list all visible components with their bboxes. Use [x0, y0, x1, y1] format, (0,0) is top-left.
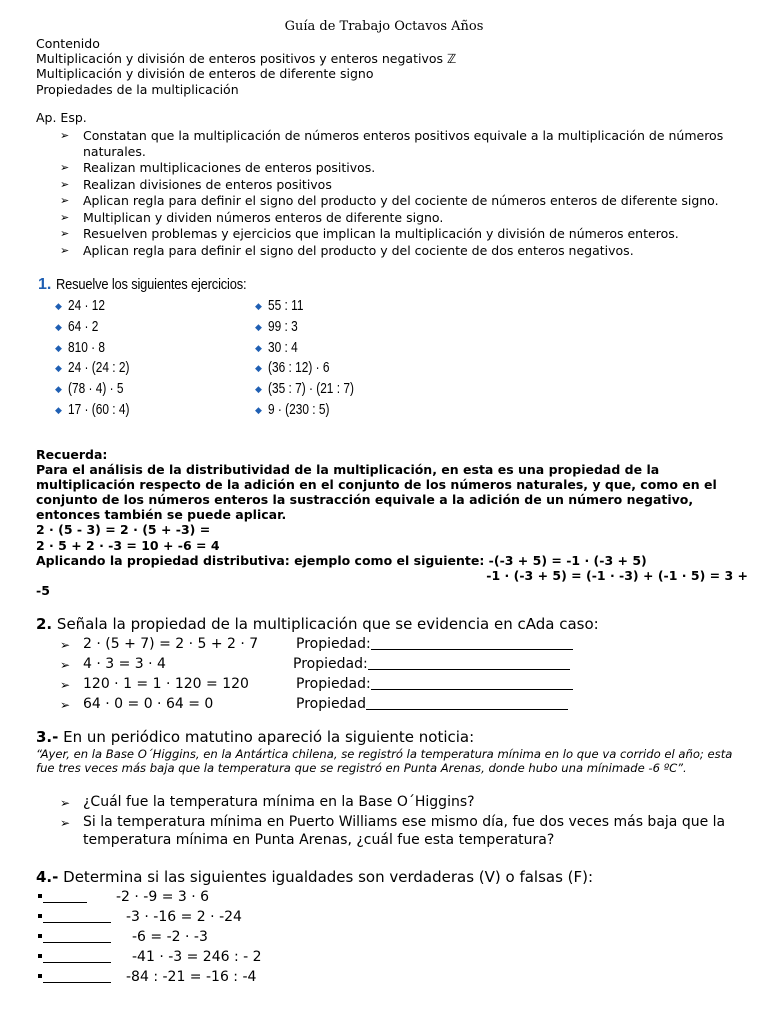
answer-blank[interactable]: [371, 675, 573, 690]
section-2-title: Señala la propiedad de la multiplicación que se evidencia en cAda caso:: [56, 615, 599, 633]
recuerda-paragraph: Para el análisis de la distributividad de la multiplicación, en esta es una propiedad de la multiplicación respecto de la adición en el conjunto de los números naturales, y que, como en el conjunto de los números enteros la sustracción equivale a la adición de un número negativo, entonces también se puede aplicar.: [36, 462, 717, 523]
true-false-item: [38, 887, 210, 907]
diamond-bullet-icon: ◆: [55, 301, 62, 311]
exercise-item: ◆ (35 : 7) · (21 : 7): [255, 381, 354, 398]
ap-esp-item: ➢ Multiplican y dividen números enteros de diferente signo.: [60, 209, 444, 225]
arrow-bullet-icon: ➢: [60, 210, 70, 224]
exercise-item: ◆ 55 : 11: [255, 298, 304, 314]
equality-expression: -6 = -2 · -3: [132, 929, 208, 945]
square-bullet-icon: [38, 894, 42, 898]
section-3-heading: [36, 728, 474, 746]
diamond-bullet-icon: ◆: [255, 342, 262, 353]
property-expression: 64 · 0 = 0 · 64 = 0: [83, 696, 214, 712]
arrow-bullet-icon: ➢: [60, 129, 70, 142]
question-item: ➢ Si la temperatura mínima en Puerto Williams ese mismo día, fue dos veces más baja que la temperatura mínima en Punta Arenas, ¿cuál fue esta temperatura?: [60, 813, 726, 848]
diamond-bullet-icon: ◆: [55, 384, 62, 395]
section-1-heading: [38, 276, 277, 294]
property-answer: Propiedad:: [293, 654, 570, 674]
recuerda-example: 2 · (5 - 3) = 2 · (5 + -3) =: [36, 522, 211, 538]
recuerda-box: [36, 447, 748, 598]
equality-expression: -84 : -21 = -16 : -4: [126, 969, 257, 985]
diamond-bullet-icon: ◆: [255, 384, 262, 395]
exercise-column-left: [55, 296, 143, 421]
true-false-item: [38, 907, 242, 927]
section-4-title: Determina si las siguientes igualdades son verdaderas (V) o falsas (F):: [63, 868, 594, 886]
question-list: [60, 793, 750, 851]
section-3-number: 3.-: [36, 728, 59, 746]
square-bullet-icon: [38, 934, 42, 938]
content-line: Multiplicación y división de enteros positivos y enteros negativos ℤ: [36, 51, 457, 67]
recuerda-heading: Recuerda:: [36, 447, 108, 462]
exercise-column-right: [255, 296, 373, 421]
arrow-bullet-icon: ➢: [60, 227, 70, 240]
ap-esp-item: ➢ Realizan multiplicaciones de enteros positivos.: [60, 160, 376, 175]
true-false-list: [38, 887, 262, 987]
answer-blank[interactable]: [43, 968, 111, 983]
ap-esp-item: ➢ Constatan que la multiplicación de números enteros positivos equivale a la multiplicación de números naturales.: [60, 128, 724, 159]
answer-blank[interactable]: [43, 928, 111, 943]
exercise-item: ◆ (78 · 4) · 5: [55, 381, 124, 398]
diamond-bullet-icon: ◆: [255, 404, 262, 415]
page-title: Guía de Trabajo Octavos Años: [284, 19, 484, 34]
content-heading: Contenido: [36, 36, 100, 51]
equality-expression: -3 · -16 = 2 · -24: [126, 909, 242, 925]
diamond-bullet-icon: ◆: [255, 301, 262, 311]
property-expression: 4 · 3 = 3 · 4: [83, 656, 166, 672]
section-4-heading: [36, 868, 593, 886]
arrow-bullet-icon: ➢: [60, 658, 71, 672]
equality-expression: -2 · -9 = 3 · 6: [116, 889, 210, 905]
arrow-bullet-icon: ➢: [60, 698, 71, 712]
exercise-item: ◆ 17 · (60 : 4): [55, 401, 130, 418]
recuerda-example: Aplicando la propiedad distributiva: ejemplo como el siguiente: -(-3 + 5) = -1 · (-3 + 5): [36, 552, 647, 568]
section-4-number: 4.-: [36, 868, 59, 886]
section-1-title: Resuelve los siguientes ejercicios:: [55, 276, 247, 293]
recuerda-example: -5: [36, 582, 50, 598]
arrow-bullet-icon: ➢: [60, 177, 70, 191]
square-bullet-icon: [38, 974, 42, 978]
ap-esp-item: ➢ Realizan divisiones de enteros positivos: [60, 176, 332, 192]
diamond-bullet-icon: ◆: [255, 363, 262, 374]
property-expression: 120 · 1 = 1 · 120 = 120: [83, 676, 249, 692]
exercise-item: ◆ (36 : 12) · 6: [255, 360, 330, 377]
exercise-item: ◆ 99 : 3: [255, 318, 298, 335]
arrow-bullet-icon: ➢: [60, 161, 70, 174]
diamond-bullet-icon: ◆: [55, 363, 62, 374]
true-false-item: [38, 947, 262, 967]
answer-blank[interactable]: [371, 635, 573, 650]
diamond-bullet-icon: ◆: [255, 321, 262, 332]
property-answer: Propiedad:: [296, 674, 573, 694]
section-3-title: En un periódico matutino apareció la siguiente noticia:: [63, 728, 475, 746]
answer-blank[interactable]: [366, 695, 568, 710]
section-2-heading: [36, 615, 599, 633]
ap-esp-item: ➢ Aplican regla para definir el signo del producto y del cociente de dos enteros negativos.: [60, 242, 634, 258]
answer-blank[interactable]: [43, 948, 111, 963]
property-answer: Propiedad: [296, 694, 568, 714]
arrow-bullet-icon: ➢: [60, 243, 70, 257]
property-answer: Propiedad:: [296, 634, 573, 654]
arrow-bullet-icon: ➢: [60, 796, 71, 810]
question-item: ➢ ¿Cuál fue la temperatura mínima en la Base O´Higgins?: [60, 793, 750, 812]
exercise-item: ◆ 9 · (230 : 5): [255, 401, 330, 418]
answer-blank[interactable]: [43, 888, 87, 903]
section-2-number: 2.: [36, 615, 53, 633]
recuerda-example: 2 · 5 + 2 · -3 = 10 + -6 = 4: [36, 537, 220, 553]
true-false-item: [38, 927, 208, 947]
ap-esp-label: Ap. Esp.: [36, 110, 87, 125]
exercise-item: ◆ 24 · 12: [55, 298, 105, 314]
arrow-bullet-icon: ➢: [60, 194, 70, 207]
section-1-number: 1.: [38, 276, 52, 293]
diamond-bullet-icon: ◆: [55, 321, 62, 332]
content-list: [36, 36, 456, 97]
exercise-item: ◆ 24 · (24 : 2): [55, 360, 130, 377]
arrow-bullet-icon: ➢: [60, 638, 71, 652]
exercise-item: ◆ 64 · 2: [55, 318, 99, 335]
true-false-item: [38, 967, 257, 987]
arrow-bullet-icon: ➢: [60, 678, 71, 692]
content-line: Propiedades de la multiplicación: [36, 81, 239, 97]
ap-esp-item: ➢ Aplican regla para definir el signo del producto y del cociente de números enteros de diferente signo.: [60, 193, 719, 208]
answer-blank[interactable]: [43, 908, 111, 923]
square-bullet-icon: [38, 954, 42, 958]
recuerda-example: -1 · (-3 + 5) = (-1 · -3) + (-1 · 5) = 3 +: [486, 567, 748, 583]
content-line: Multiplicación y división de enteros de diferente signo: [36, 66, 374, 82]
square-bullet-icon: [38, 914, 42, 918]
exercise-item: ◆ 30 : 4: [255, 339, 298, 356]
ap-esp-item: ➢ Resuelven problemas y ejercicios que implican la multiplicación y división de números enteros.: [60, 226, 679, 241]
diamond-bullet-icon: ◆: [55, 342, 62, 353]
answer-blank[interactable]: [368, 655, 570, 670]
arrow-bullet-icon: ➢: [60, 815, 71, 830]
diamond-bullet-icon: ◆: [55, 404, 62, 415]
ap-esp-list: [60, 128, 750, 259]
property-expression: 2 · (5 + 7) = 2 · 5 + 2 · 7: [83, 636, 259, 652]
news-notice: “Ayer, en la Base O´Higgins, en la Antártica chilena, se registró la temperatura mínima en lo que va corrido el año; esta fue tres veces más baja que la temperatura que se registró en Punta Arenas, donde hubo una mínimade -6 ºC”.: [36, 747, 733, 776]
exercise-item: ◆ 810 · 8: [55, 339, 105, 356]
equality-expression: -41 · -3 = 246 : - 2: [132, 949, 262, 965]
